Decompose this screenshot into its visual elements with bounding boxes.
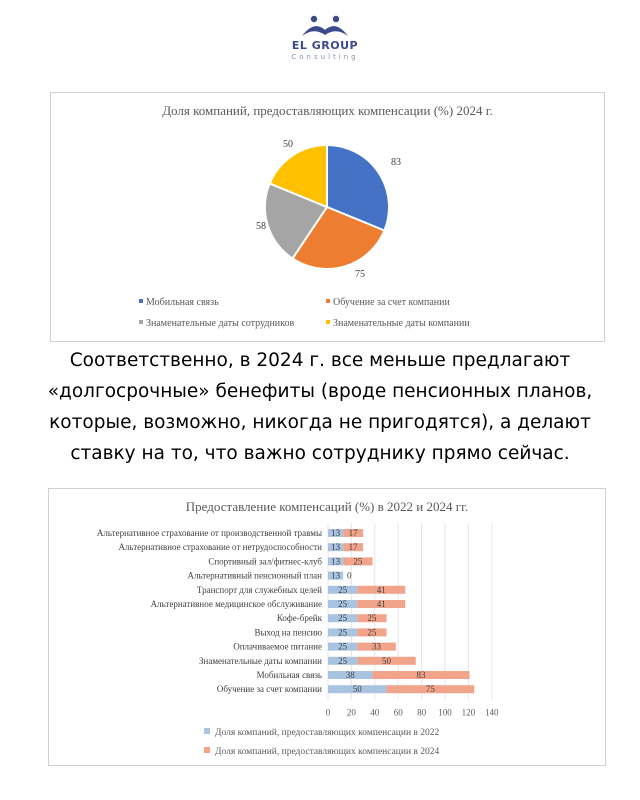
category-label: Альтернативное медицинское обслуживание	[150, 599, 322, 609]
bar-chart	[48, 488, 606, 766]
logo-title: EL GROUP	[291, 39, 359, 52]
bar-data-label: 13	[331, 528, 341, 538]
bar-chart-title: Предоставление компенсаций (%) в 2022 и 2024 гг.	[185, 499, 469, 514]
legend-label: Обучение за счет компании	[333, 297, 450, 308]
bar-data-label: 25	[338, 599, 348, 609]
bar-data-label: 13	[331, 556, 341, 567]
x-tick-label: 20	[346, 707, 356, 718]
bar-data-label: 75	[425, 684, 435, 695]
pie-data-label: 58	[256, 221, 266, 232]
bar-data-label: 17	[348, 528, 358, 538]
bar-data-label: 33	[372, 641, 382, 652]
category-label: Альтернативное страхование от нетрудоспособности	[118, 542, 322, 553]
legend-label: Доля компаний, предоставляющих компенсации в 2022	[215, 728, 440, 738]
bar-data-label: 50	[382, 655, 391, 666]
el-group-logo	[270, 14, 380, 66]
paragraph-line: которые, возможно, никогда не пригодятся), а делают	[49, 412, 591, 433]
pie-chart	[50, 92, 605, 342]
x-tick-label: 140	[485, 707, 499, 718]
legend-label: Знаменательные даты сотрудников	[146, 318, 295, 329]
logo-subtitle: Consulting	[291, 53, 359, 61]
category-label: Оплачиваемое питание	[233, 641, 322, 652]
category-label: Знаменательные даты компании	[199, 655, 322, 666]
x-tick-label: 0	[325, 707, 331, 718]
pie-chart-title: Доля компаний, предоставляющих компенсации (%) 2024 г.	[162, 103, 493, 118]
bar-data-label: 17	[348, 542, 358, 553]
bar-data-label: 41	[376, 584, 386, 595]
legend-marker	[204, 728, 210, 734]
paragraph-line: ставку на то, что важно сотруднику прямо сейчас.	[70, 443, 570, 464]
bar-data-label: 25	[338, 613, 348, 624]
legend-marker	[326, 320, 330, 324]
category-label: Выход на пенсию	[254, 627, 322, 638]
bar-data-label: 25	[338, 641, 348, 652]
x-tick-label: 80	[417, 707, 427, 718]
x-tick-label: 100	[438, 707, 452, 718]
category-label: Кофе-брейк	[276, 613, 322, 624]
legend-marker	[139, 299, 143, 303]
people-icon	[270, 14, 380, 40]
bar-data-label: 38	[345, 670, 355, 680]
category-label: Мобильная связь	[256, 670, 322, 680]
category-label: Спортивный зал/фитнес-клуб	[208, 556, 322, 567]
legend-marker	[139, 320, 143, 324]
x-tick-label: 120	[461, 707, 476, 718]
x-tick-label: 40	[370, 707, 380, 718]
category-label: Транспорт для служебных целей	[196, 584, 322, 595]
paragraph-line: Соответственно, в 2024 г. все меньше предлагают	[69, 350, 571, 371]
legend-label: Знаменательные даты компании	[333, 318, 470, 329]
bar-data-label: 41	[376, 599, 386, 609]
bar-data-label: 25	[338, 584, 348, 595]
legend-marker	[204, 747, 210, 753]
category-label: Альтернативный пенсионный план	[187, 570, 322, 581]
body-paragraph	[20, 345, 620, 469]
bar-data-label: 13	[331, 542, 341, 553]
bar-data-label: 50	[352, 684, 362, 695]
legend-marker	[326, 299, 330, 303]
bar-data-label: 83	[416, 670, 426, 680]
bar-data-label: 25	[367, 627, 377, 638]
bar-data-label: 25	[353, 556, 363, 567]
pie-data-label: 75	[355, 269, 365, 280]
legend-label: Доля компаний, предоставляющих компенсации в 2024	[215, 747, 440, 757]
category-label: Обучение за счет компании	[216, 684, 322, 695]
pie-data-label: 83	[391, 157, 401, 168]
bar-data-label: 13	[331, 570, 341, 581]
bar-data-label: 25	[367, 613, 377, 624]
bar-data-label: 0	[346, 570, 352, 581]
bar-data-label: 25	[338, 655, 348, 666]
bar-data-label: 25	[338, 627, 348, 638]
x-tick-label: 60	[393, 707, 403, 718]
legend-label: Мобильная связь	[146, 297, 219, 308]
paragraph-line: «долгосрочные» бенефиты (вроде пенсионных планов,	[47, 381, 593, 402]
pie-data-label: 50	[283, 139, 293, 150]
category-label: Альтернативное страхование от производственной травмы	[96, 528, 322, 538]
